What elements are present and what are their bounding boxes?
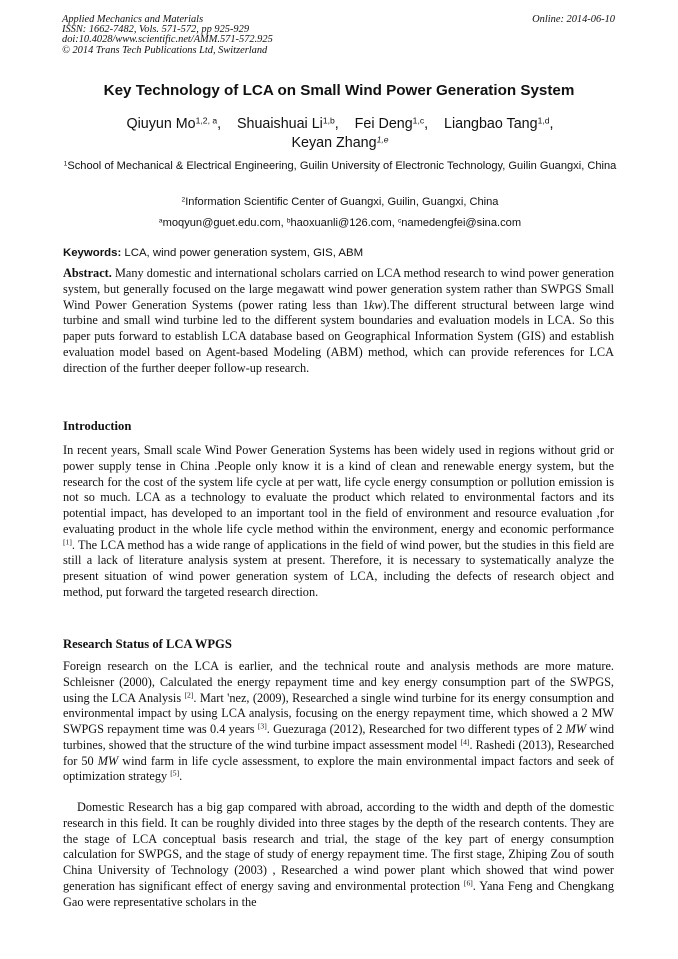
section-heading-introduction: Introduction <box>63 419 132 433</box>
author: Qiuyun Mo$^{1,2, a}$, <box>126 115 233 132</box>
abstract-label: Abstract. <box>63 266 112 280</box>
section-heading-research-status: Research Status of LCA WPGS <box>63 637 232 651</box>
author: Keyan Zhang$^{1,e}$ <box>291 134 389 151</box>
affiliation-1: $^1$School of Mechanical & Electrical Engineering, Guilin University of Electronic Technology, Guilin Guangxi, China <box>63 160 617 172</box>
author: Shuaishuai Li$^{1,b}$, <box>236 115 351 132</box>
issn-line: ISSN: 1662-7482, Vols. 571-572, pp 925-929 <box>62 24 250 36</box>
doi-line: doi:10.4028/www.scientific.net/AMM.571-572.925 <box>62 34 273 46</box>
email-link[interactable]: haoxuanli@126.com <box>290 217 392 229</box>
introduction-paragraph: In recent years, Small scale Wind Power Generation Systems has been widely used in regions without grid or power supply tense in China .People only know it is a kind of clean and renewable energy system, but the research for the cost of the system life cycle at per watt, life cycle energy consumption or pollution emission is not so much. LCA as a technology to evaluate the product which related to environmental factors and its potential impact, has developed to an important tool in the field of environment and resource evaluation ,for evaluating product in the whole life cycle method within the environment, energy and economic performance [1]. The LCA method has a wide range of applications in the field of wind power, but the studies in this field are still a lack of literature analysis system at present. Therefore, it is necessary to systematically analyze the present situation of wind power generation system of LCA, including the defects of research object and method, put forward the targeted research direction. <box>63 443 614 599</box>
citation: [5] <box>170 768 180 778</box>
keywords-text: LCA, wind power generation system, GIS, ABM <box>121 247 364 259</box>
keywords-label: Keywords: <box>63 247 122 259</box>
author: Liangbao Tang$^{1,d}$, <box>444 115 554 132</box>
keywords <box>63 246 619 260</box>
abstract: Abstract. Many domestic and international scholars carried on LCA method research to wind power generation system, but generally focused on the large megawatt wind power generation system rather than SWPGS Small Wind Power Generation Systems (power rating less than 1kw).The different structural between large wind turbine and small wind turbine led to the different system boundaries and evaluation models in LCA. So this paper puts forward to establish LCA database based on Geographical Information System (GIS) and establish evaluation model based on Agent-based Modeling (ABM) method, which can provide references for LCA direction of the further deeper follow-up research. <box>63 266 614 375</box>
citation: [2] <box>184 689 194 699</box>
journal-name: Applied Mechanics and Materials <box>62 14 204 25</box>
citation: [4] <box>460 737 470 747</box>
research-status-paragraph-2: Domestic Research has a big gap compared with abroad, according to the width and depth of the domestic research in this field. It can be roughly divided into three stages by the depth of the research contents. They are the stage of LCA conceptual basis research and trial, the stage of the key part of energy consumption calculation for SWPGS, and the stage of study of energy repayment time. The first stage, Zhiping Zou of south China University of Technology (2003) , Researched a wind power plant which showed that wind power generation has significant effect of energy saving and environmental protection [6]. Yana Feng and Chengkang Gao were representative scholars in the <box>63 800 614 909</box>
email-link[interactable]: namedengfei@sina.com <box>401 217 522 229</box>
author-list <box>60 115 620 153</box>
research-status-paragraph-1: Foreign research on the LCA is earlier, and the technical route and analysis methods are more mature. Schleisner (2000), Calculated the energy repayment time and key energy consumption part of the SWPGS, using the LCA Analysis [2]. Mart 'nez, (2009), Researched a single wind turbine for its energy consumption and environmental impact by using LCA analysis, focusing on the energy repayment time, which showed a 2 MW SWPGS repayment time was 0.4 years [3]. Guezuraga (2012), Researched for two different types of 2 MW wind turbines, showed that the structure of the wind turbine impact assessment model [4]. Rashedi (2013), Researched for 50 MW wind farm in life cycle assessment, to explore the main environmental impact factors and seek of optimization strategy [5]. <box>63 659 615 784</box>
author: Fei Deng$^{1,c}$, <box>354 115 441 132</box>
citation: [1] <box>63 536 72 546</box>
copyright-line: © 2014 Trans Tech Publications Ltd, Switzerland <box>62 44 268 56</box>
email-link[interactable]: moqyun@guet.edu.com <box>162 217 281 229</box>
affiliation-2: $^2$Information Scientific Center of Guangxi, Guilin, Guangxi, China <box>181 196 499 208</box>
online-date: Online: 2014-06-10 <box>532 14 615 25</box>
author-emails: $^a$moqyun@guet.edu.com, $^b$haoxuanli@126.com, $^c$namedengfei@sina.com <box>158 217 522 229</box>
citation: [6] <box>463 878 473 888</box>
journal-header <box>62 15 273 56</box>
citation: [3] <box>257 721 267 731</box>
paper-title: Key Technology of LCA on Small Wind Power Generation System <box>103 82 575 99</box>
